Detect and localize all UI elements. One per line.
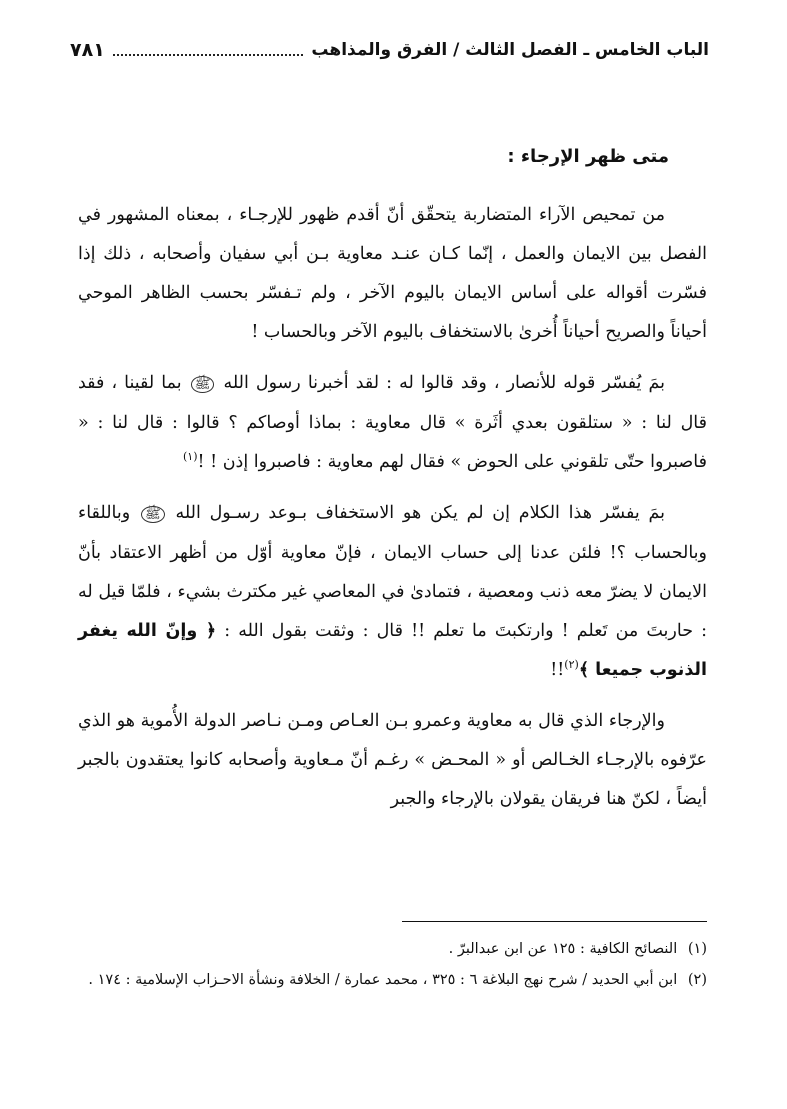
- footnote-ref[interactable]: (١): [183, 450, 198, 464]
- chapter-title: الباب الخامس ـ الفصل الثالث / الفرق والمذاهب: [311, 40, 709, 60]
- leader-dots: [113, 44, 304, 56]
- section-heading: متى ظهر الإرجاء :: [507, 146, 669, 167]
- quran-verse: ﴿ وإنّ الله يغفر الذنوب جميعا ﴾: [78, 621, 707, 680]
- footnote-number: (١): [687, 941, 707, 957]
- footnote: [78, 965, 707, 996]
- paragraph: [78, 494, 707, 690]
- footnote-ref[interactable]: (٢): [564, 658, 579, 672]
- page-number: ٧٨١: [70, 39, 105, 61]
- paragraph-text: بمَ يفسّر هذا الكلام إن لم يكن هو الاستخفاف بـوعد رسـول الله: [175, 503, 665, 523]
- paragraph-text: بمَ يُفسّر قوله للأنصار ، وقد قالوا له : لقد أخبرنا رسول الله: [223, 373, 665, 393]
- footnote-text: النصائح الكافية : ١٢٥ عن ابن عبدالبرّ .: [448, 941, 678, 957]
- sallallah-symbol: ﷺ: [191, 376, 215, 393]
- footnotes: [78, 934, 707, 996]
- footnote-number: (٢): [687, 972, 707, 988]
- body-text: [78, 196, 707, 831]
- paragraph-text: !!: [550, 660, 565, 680]
- paragraph: [78, 702, 707, 819]
- paragraph: [78, 196, 707, 352]
- paragraph-text: بما لقينا ، فقد قال لنا : « ستلقون بعدي أثَرة » قال معاوية : بماذا أوصاكم ؟ قالوا : قال لنا : « فاصبروا حتّى تلقوني على الحوض » فقال لهم معاوية : فاصبروا إذن ! !: [78, 373, 707, 472]
- paragraph-text: وباللقاء وبالحساب ؟! فلئن عدنا إلى حساب الايمان ، فإنّ معاوية أوّل من أظهر الاعتقاد بأنّ الايمان لا يضرّ معه ذنب ومعصية ، فتمادىٰ في المعاصي غير مكترث بشيء ، فلمّا قيل له : حاربتَ من تَعلم ! وارتكبتَ ما تعلم !! قال : وثقت بقول الله :: [78, 503, 707, 641]
- paragraph-text: من تمحيص الآراء المتضاربة يتحقّق أنّ أقدم ظهور للإرجـاء ، بمعناه المشهور في الفصل بين الايمان والعمل ، إنّما كـان عنـد معاوية بـن أبي سفيان وأصحابه ، ذلك إذا فسّرت أقواله على أساس الايمان باليوم الآخر ، ولم تـفسّر بحسب الظاهر الموحي أحياناً والصريح أحياناً أُخرىٰ بالاستخفاف باليوم الآخر وبالحساب !: [78, 205, 707, 342]
- running-header: [70, 33, 709, 67]
- paragraph-text: والإرجاء الذي قال به معاوية وعمرو بـن العـاص ومـن نـاصر الدولة الأُموية هو الذي عرّفوه بالإرجـاء الخـالص أو « المحـض » رغـم أنّ مـعاوية وأصحابه كانوا يعتقدون بالجبر أيضاً ، لكنّ هنا فريقان يقولان بالإرجاء والجبر: [78, 711, 707, 809]
- footnote: [78, 934, 707, 965]
- sallallah-symbol: ﷺ: [141, 506, 165, 523]
- footnote-divider: [402, 921, 707, 922]
- paragraph: [78, 364, 707, 482]
- footnote-text: ابن أبي الحديد / شرح نهج البلاغة ٦ : ٣٢٥ ، محمد عمارة / الخلافة ونشأة الاحـزاب الإسلامية : ١٧٤ .: [88, 972, 678, 988]
